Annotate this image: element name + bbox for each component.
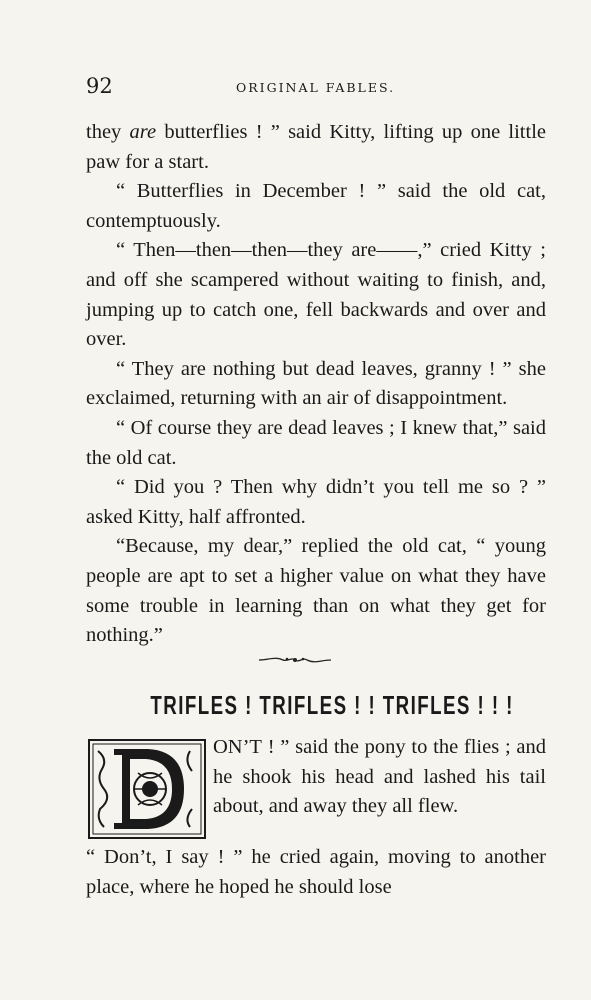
- paragraph: “ Don’t, I say ! ” he cried again, moving to another place, where he hoped he should lose: [86, 846, 546, 898]
- ornament-divider-icon: [257, 651, 333, 669]
- paragraph: “Because, my dear,” replied the old cat, “ young people are apt to set a higher value on what they have some trouble in learning than on what they get for nothing.”: [86, 535, 546, 647]
- paragraph: “ Butterflies in December ! ” said the old cat, contemptuously.: [86, 180, 546, 232]
- paragraph: “ Then—then—then—they are——,” cried Kitty ; and off she scampered without waiting to finish, and, jumping up to catch one, fell backwards and over and over.: [86, 239, 546, 351]
- page-number: 92: [86, 74, 113, 98]
- fable-continuation: [86, 118, 546, 651]
- fable-title: TRIFLES ! TRIFLES ! ! TRIFLES ! ! !: [150, 690, 514, 720]
- paragraph: “ Of course they are dead leaves ; I knew that,” said the old cat.: [86, 416, 546, 469]
- page-header: [86, 74, 546, 104]
- decorated-initial-d-icon: [88, 739, 206, 839]
- fable-body: [86, 843, 546, 902]
- paragraph: ON’T ! ” said the pony to the flies ; and he shook his head and lashed his tail about, and away they all flew.: [213, 736, 546, 818]
- fable-opening: [213, 733, 546, 822]
- paragraph: “ Did you ? Then why didn’t you tell me so ? ” asked Kitty, half affronted.: [86, 476, 546, 528]
- paragraph: they are butterflies ! ” said Kitty, lifting up one little paw for a start.: [86, 121, 546, 173]
- running-title: ORIGINAL FABLES.: [236, 80, 396, 95]
- paragraph: “ They are nothing but dead leaves, granny ! ” she exclaimed, returning with an air of disappointment.: [86, 357, 546, 410]
